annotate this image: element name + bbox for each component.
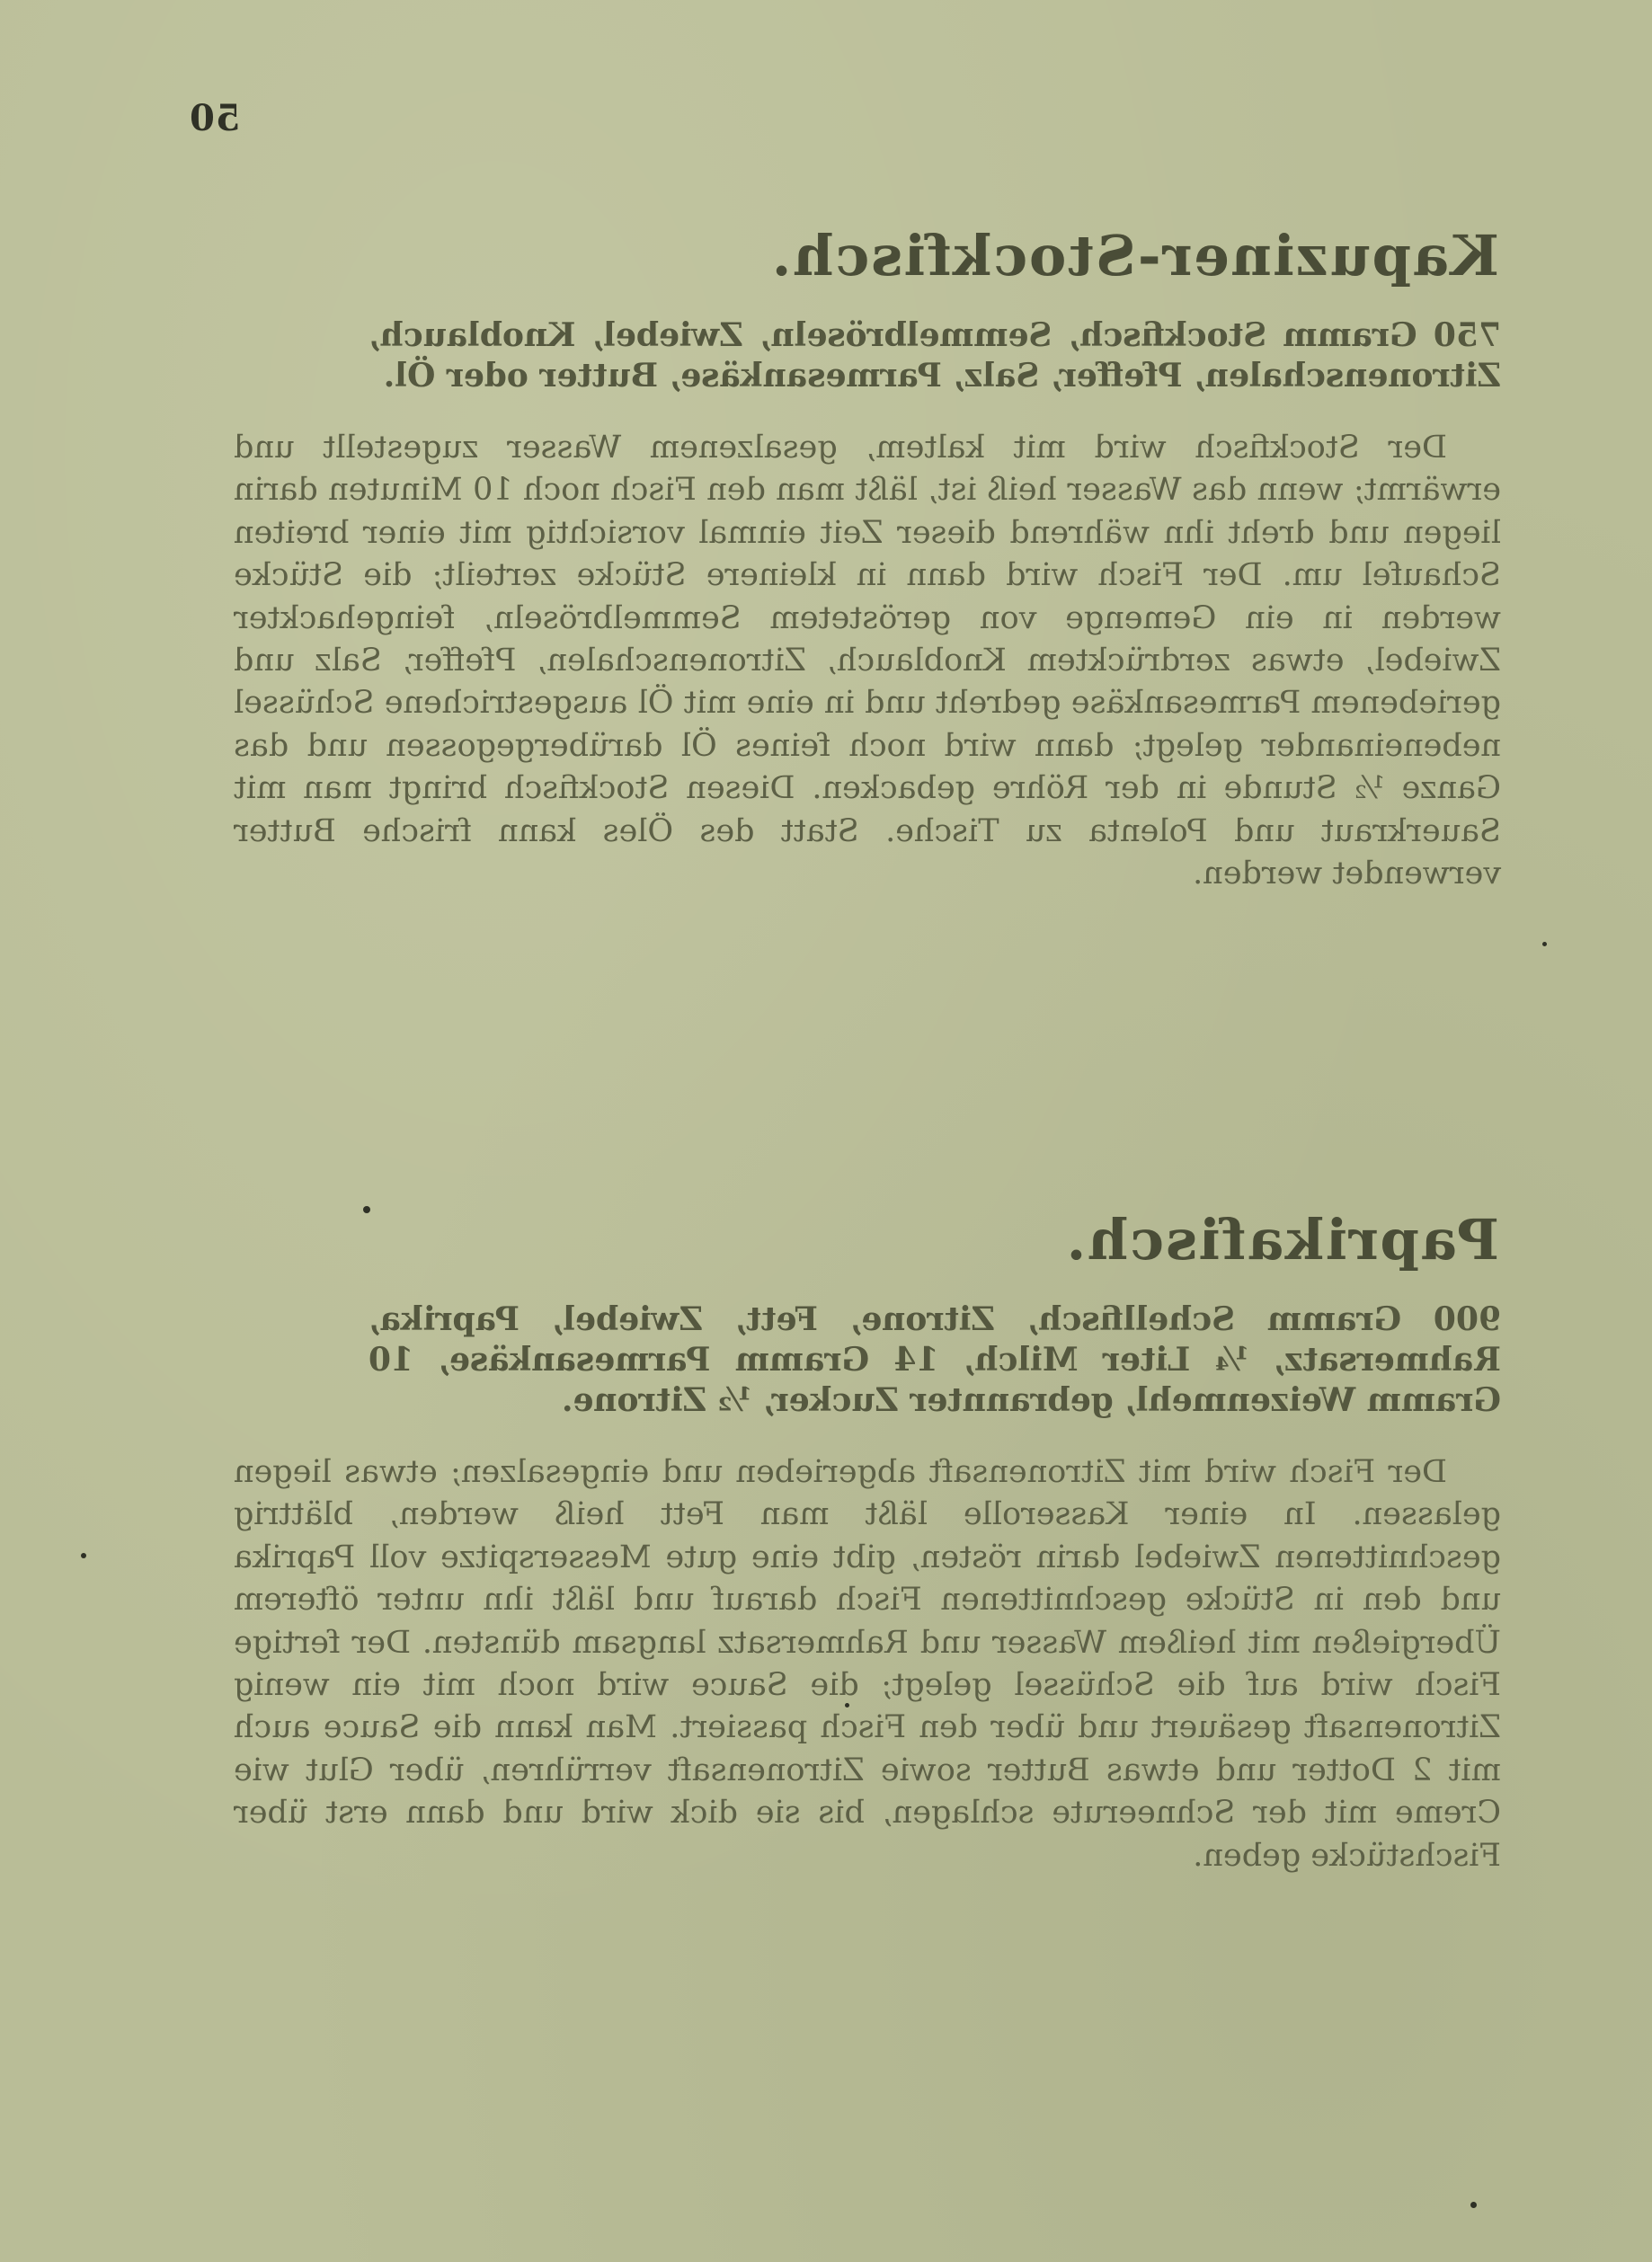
recipe-paprikafisch bbox=[234, 1204, 1501, 1877]
recipe-ingredients: 900 Gramm Schellfisch, Zitrone, Fett, Zwiebel, Paprika, Rahmersatz, ¼ Liter Milch, 14 Gramm Parmesankäse, 10 Gramm Weizenmehl, gebrannter Zucker, ½ Zitrone. bbox=[369, 1300, 1501, 1419]
paper-speck bbox=[1542, 942, 1547, 946]
paper-speck bbox=[845, 1703, 849, 1708]
paper-speck bbox=[1470, 2202, 1477, 2208]
recipe-ingredients: 750 Gramm Stockfisch, Semmelbröseln, Zwiebel, Knoblauch, Zitronenschalen, Pfeffer, Salz, Parmesankäse, Butter oder Öl. bbox=[369, 316, 1501, 395]
paper-speck bbox=[81, 1553, 86, 1558]
recipe-instructions: Der Stockfisch wird mit kaltem, gesalzenem Wasser zugestellt und erwärmt; wenn das Wasser heiß ist, läßt man den Fisch noch 10 Minuten darin liegen und dreht ihn während dieser Zeit einmal vorsichtig mit einer breiten Schaufel um. Der Fisch wird dann in kleinere Stücke zerteilt; die Stücke werden in ein Gemenge von geröstetem Semmelbröseln, feingehackter Zwiebel, etwas zerdrücktem Knoblauch, Zitronenschalen, Pfeffer, Salz und geriebenem Parmesankäse gedreht und in eine mit Öl ausgestrichene Schüssel nebeneinander gelegt; dann wird noch feines Öl darübergegossen und das Ganze ½ Stunde in der Röhre gebacken. Diesen Stockfisch bringt man mit Sauerkraut und Polenta zu Tische. Statt des Öles kann frische Butter verwendet werden. bbox=[234, 430, 1501, 892]
recipe-instructions: Der Fisch wird mit Zitronensaft abgerieben und eingesalzen; etwas liegen gelassen. In einer Kasserolle läßt man Fett heiß werden, blättrig geschnittenen Zwiebel darin rösten, gibt eine gute Messerspitze voll Paprika und den in Stücke geschnittenen Fisch darauf und läßt ihn unter öfterem Übergießen mit heißem Wasser und Rahmersatz langsam dünsten. Der fertige Fisch wird auf die Schüssel gelegt; die Sauce wird noch mit ein wenig Zitronensaft gesäuert und über den Fisch passiert. Man kann die Sauce auch mit 2 Dotter und etwas Butter sowie Zitronensaft verrühren, über Glut wie Creme mit der Schneerute schlagen, bis sie dick wird und dann erst über Fischstücke geben. bbox=[234, 1454, 1501, 1874]
recipe-title: Kapuziner-Stockfisch. bbox=[769, 223, 1499, 288]
recipe-title: Paprikafisch. bbox=[1064, 1207, 1499, 1273]
paper-speck bbox=[363, 1206, 370, 1213]
recipe-kapuziner-stockfisch bbox=[234, 220, 1501, 895]
page-number: 50 bbox=[189, 97, 241, 139]
